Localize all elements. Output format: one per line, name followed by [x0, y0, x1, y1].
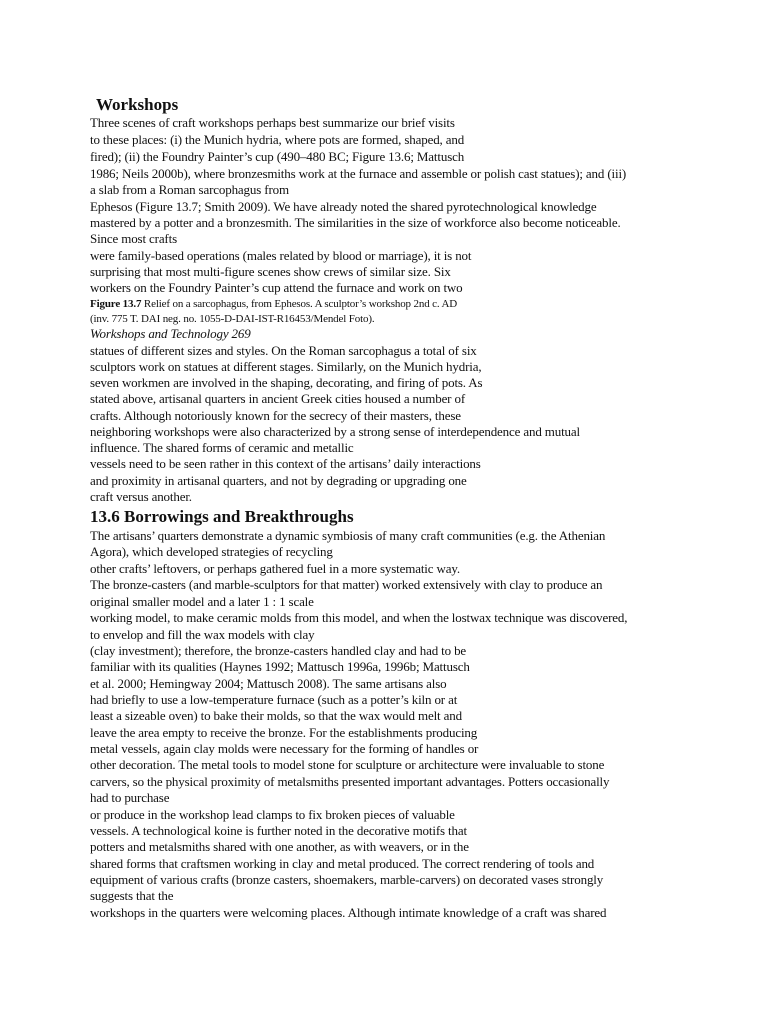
text-line: fired); (ii) the Foundry Painter’s cup (490–480 BC; Figure 13.6; Mattusch [90, 149, 465, 164]
text-line: Three scenes of craft workshops perhaps best summarize our brief visits [90, 115, 455, 130]
text-line: crafts. Although notoriously known for the secrecy of their masters, these [90, 408, 461, 423]
figure-caption [90, 296, 457, 312]
text-line: had briefly to use a low-temperature furnace (such as a potter’s kiln or at [90, 692, 458, 707]
text-line: suggests that the [90, 888, 174, 903]
text-line: potters and metalsmiths shared with one another, as with weavers, or in the [90, 839, 469, 854]
text-line: The bronze-casters (and marble-sculptors for that matter) worked extensively with clay to produce an [90, 577, 603, 592]
figure-caption-credit: (inv. 775 T. DAI neg. no. 1055-D-DAI-IST-R16453/Mendel Foto). [90, 313, 375, 325]
text-line: and proximity in artisanal quarters, and not by degrading or upgrading one [90, 473, 467, 488]
text-line: were family-based operations (males related by blood or marriage), it is not [90, 248, 472, 263]
text-line: had to purchase [90, 790, 170, 805]
text-line: other decoration. The metal tools to model stone for sculpture or architecture were invaluable to stone [90, 757, 605, 772]
text-line: et al. 2000; Hemingway 2004; Mattusch 2008). The same artisans also [90, 676, 447, 691]
text-line: stated above, artisanal quarters in ancient Greek cities housed a number of [90, 391, 465, 406]
text-line: vessels. A technological koine is further noted in the decorative motifs that [90, 823, 467, 838]
text-line: vessels need to be seen rather in this context of the artisans’ daily interactions [90, 456, 481, 471]
text-line: seven workmen are involved in the shaping, decorating, and firing of pots. As [90, 375, 483, 390]
text-line: equipment of various crafts (bronze casters, shoemakers, marble-carvers) on decorated vases strongly [90, 872, 604, 887]
text-line: working model, to make ceramic molds from this model, and when the lostwax technique was discovered, [90, 610, 628, 625]
text-line: shared forms that craftsmen working in clay and metal produced. The correct rendering of tools and [90, 856, 595, 871]
text-line: original smaller model and a later 1 : 1 scale [90, 594, 314, 609]
text-line: Since most crafts [90, 231, 177, 246]
text-line: or produce in the workshop lead clamps to fix broken pieces of valuable [90, 807, 455, 822]
section-title-workshops: Workshops [96, 95, 179, 114]
text-line: a slab from a Roman sarcophagus from [90, 182, 289, 197]
figure-caption-text: Relief on a sarcophagus, from Ephesos. A sculptor’s workshop 2nd c. AD [141, 298, 458, 310]
text-line: metal vessels, again clay molds were necessary for the forming of handles or [90, 741, 479, 756]
text-line: least a sizeable oven) to bake their molds, so that the wax would melt and [90, 708, 462, 723]
text-line: workers on the Foundry Painter’s cup attend the furnace and work on two [90, 280, 463, 295]
text-line: mastered by a potter and a bronzesmith. The similarities in the size of workforce also become noticeable. [90, 215, 621, 230]
text-line: workshops in the quarters were welcoming places. Although intimate knowledge of a craft was shared [90, 905, 607, 920]
text-line: carvers, so the physical proximity of metalsmiths presented important advantages. Potters occasionally [90, 774, 610, 789]
text-line: Agora), which developed strategies of recycling [90, 544, 333, 559]
text-line: sculptors work on statues at different stages. Similarly, on the Munich hydria, [90, 359, 482, 374]
text-line: Ephesos (Figure 13.7; Smith 2009). We have already noted the shared pyrotechnological knowledge [90, 199, 597, 214]
running-header: Workshops and Technology 269 [90, 326, 251, 341]
text-line: familiar with its qualities (Haynes 1992; Mattusch 1996a, 1996b; Mattusch [90, 659, 470, 674]
text-line: craft versus another. [90, 489, 192, 504]
text-line: influence. The shared forms of ceramic and metallic [90, 440, 354, 455]
text-line: to envelop and fill the wax models with clay [90, 627, 315, 642]
text-line: (clay investment); therefore, the bronze-casters handled clay and had to be [90, 643, 467, 658]
text-line: 1986; Neils 2000b), where bronzesmiths work at the furnace and assemble or polish cast statues); and (iii) [90, 166, 627, 181]
figure-label: Figure 13.7 [90, 298, 142, 310]
text-line: neighboring workshops were also characterized by a strong sense of interdependence and mutual [90, 424, 580, 439]
section-title-borrowings: 13.6 Borrowings and Breakthroughs [90, 507, 354, 526]
text-line: The artisans’ quarters demonstrate a dynamic symbiosis of many craft communities (e.g. the Athenian [90, 528, 606, 543]
text-line: surprising that most multi-figure scenes show crews of similar size. Six [90, 264, 451, 279]
text-line: to these places: (i) the Munich hydria, where pots are formed, shaped, and [90, 132, 465, 147]
text-line: leave the area empty to receive the bronze. For the establishments producing [90, 725, 478, 740]
text-line: other crafts’ leftovers, or perhaps gathered fuel in a more systematic way. [90, 561, 460, 576]
text-line: statues of different sizes and styles. On the Roman sarcophagus a total of six [90, 343, 477, 358]
